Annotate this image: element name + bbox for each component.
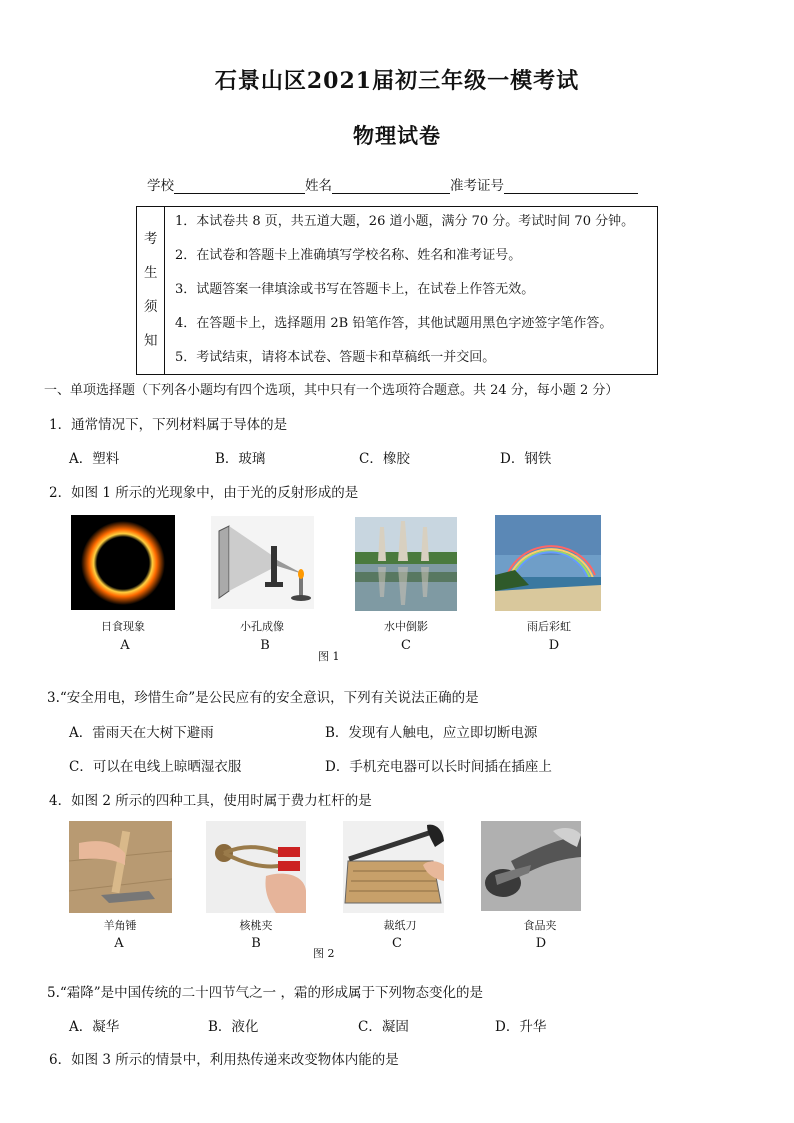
q1-option-b[interactable]: B．玻璃 <box>215 451 266 467</box>
notice-box <box>136 206 658 375</box>
q1-option-d[interactable]: D．钢铁 <box>500 451 552 467</box>
fig2-caption-b: 核桃夹 <box>239 919 273 932</box>
rainbow-image <box>495 515 601 611</box>
student-info-line <box>147 174 638 194</box>
question-1-stem: 1．通常情况下，下列材料属于导体的是 <box>49 417 288 433</box>
notice-side-char: 生 <box>144 265 158 281</box>
fig1-caption-c: 水中倒影 <box>384 620 428 633</box>
q3-option-b[interactable]: B．发现有人触电，应立即切断电源 <box>325 725 538 741</box>
exam-id-label: 准考证号 <box>450 178 504 194</box>
q1-option-c[interactable]: C．橡胶 <box>359 451 410 467</box>
notice-line: 1．本试卷共 8 页，共五道大题，26 道小题，满分 70 分。考试时间 70 分钟。 <box>175 214 635 229</box>
water-reflection-image <box>355 517 457 611</box>
fig1-caption-a: 日食现象 <box>101 620 145 633</box>
q5-option-d[interactable]: D．升华 <box>495 1019 547 1035</box>
name-blank[interactable] <box>332 179 450 194</box>
question-3-stem: 3.“安全用电，珍惜生命”是公民应有的安全意识，下列有关说法正确的是 <box>47 690 479 706</box>
fig1-caption-d: 雨后彩虹 <box>527 620 571 633</box>
notice-side-label <box>137 207 165 374</box>
claw-hammer-image <box>69 821 172 913</box>
fig2-caption-d: 食品夹 <box>523 919 557 932</box>
fig1-option-b[interactable]: B <box>260 638 270 653</box>
solar-eclipse-image <box>71 515 175 610</box>
notice-side-char: 须 <box>144 299 158 315</box>
notice-side-char: 考 <box>144 231 158 247</box>
fig2-option-d[interactable]: D <box>535 936 547 951</box>
q5-option-b[interactable]: B．液化 <box>208 1019 259 1035</box>
school-label: 学校 <box>147 178 174 194</box>
fig2-option-c[interactable]: C <box>392 936 402 951</box>
notice-line: 2．在试卷和答题卡上准确填写学校名称、姓名和准考证号。 <box>175 248 522 263</box>
nutcracker-image <box>206 821 306 913</box>
fig2-caption-c: 裁纸刀 <box>383 919 417 932</box>
q3-option-a[interactable]: A．雷雨天在大树下避雨 <box>69 725 214 741</box>
school-blank[interactable] <box>174 179 305 194</box>
question-2-stem: 2．如图 1 所示的光现象中，由于光的反射形成的是 <box>49 485 359 501</box>
paper-cutter-image <box>343 821 444 913</box>
question-6-stem: 6．如图 3 所示的情景中，利用热传递来改变物体内能的是 <box>49 1052 399 1068</box>
q3-option-c[interactable]: C．可以在电线上晾晒湿衣服 <box>69 759 242 775</box>
section-heading: 一、单项选择题（下列各小题均有四个选项，其中只有一个选项符合题意。共 24 分，每小题 2 分） <box>44 383 619 398</box>
fig2-caption-a: 羊角锤 <box>103 919 137 932</box>
fig1-caption-b: 小孔成像 <box>240 620 284 633</box>
exam-title: 石景山区2021届初三年级一模考试 <box>214 68 580 94</box>
notice-line: 5．考试结束，请将本试卷、答题卡和草稿纸一并交回。 <box>175 350 496 365</box>
notice-side-char: 知 <box>144 333 158 349</box>
question-4-stem: 4．如图 2 所示的四种工具，使用时属于费力杠杆的是 <box>49 793 372 809</box>
fig2-option-b[interactable]: B <box>251 936 261 951</box>
q3-option-d[interactable]: D．手机充电器可以长时间插在插座上 <box>325 759 552 775</box>
fig2-option-a[interactable]: A <box>114 936 124 951</box>
figure-1-label: 图 1 <box>318 650 340 663</box>
notice-line: 4．在答题卡上，选择题用 2B 铅笔作答，其他试题用黑色字迹签字笔作答。 <box>175 316 613 331</box>
exam-subtitle: 物理试卷 <box>353 123 441 148</box>
fig1-option-a[interactable]: A <box>120 638 130 653</box>
q5-option-a[interactable]: A．凝华 <box>69 1019 120 1035</box>
notice-line: 3．试题答案一律填涂或书写在答题卡上，在试卷上作答无效。 <box>175 282 535 297</box>
figure-2-label: 图 2 <box>313 947 335 960</box>
pinhole-image <box>211 516 314 609</box>
fig1-option-c[interactable]: C <box>401 638 411 653</box>
q1-option-a[interactable]: A．塑料 <box>69 451 120 467</box>
food-tongs-image <box>481 821 581 911</box>
fig1-option-d[interactable]: D <box>548 638 560 653</box>
q5-option-c[interactable]: C．凝固 <box>358 1019 409 1035</box>
exam-id-blank[interactable] <box>504 179 638 194</box>
name-label: 姓名 <box>305 178 332 194</box>
question-5-stem: 5.“霜降”是中国传统的二十四节气之一 ，霜的形成属于下列物态变化的是 <box>47 985 483 1001</box>
